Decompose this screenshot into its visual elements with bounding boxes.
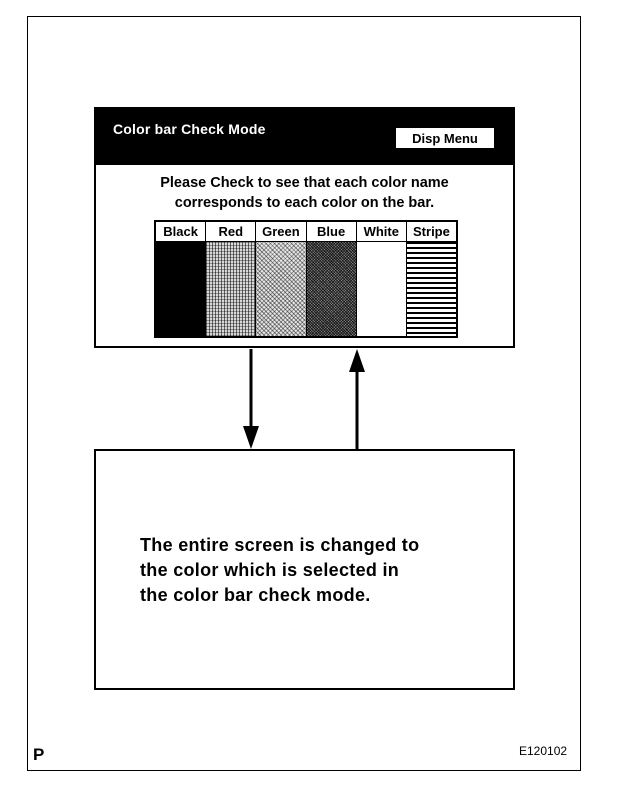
instruction-line-1: Please Check to see that each color name	[160, 175, 449, 191]
color-label: Red	[206, 222, 255, 242]
figure-code: E120102	[519, 744, 568, 758]
result-description	[140, 533, 480, 608]
corner-letter: P	[33, 745, 45, 764]
color-label: Stripe	[407, 222, 456, 242]
result-line-3: the color bar check mode.	[140, 585, 371, 605]
disp-menu-button[interactable]: Disp Menu	[395, 127, 495, 149]
result-line-2: the color which is selected in	[140, 560, 400, 580]
result-line-1: The entire screen is changed to	[140, 535, 420, 555]
up-arrow-icon	[349, 349, 365, 449]
color-label: Black	[156, 222, 205, 242]
screen-title: Color bar Check Mode	[113, 121, 266, 137]
color-label: Blue	[307, 222, 356, 242]
full-color-screen	[94, 449, 515, 690]
color-label: White	[357, 222, 406, 242]
down-arrow-icon	[243, 349, 259, 449]
instruction-line-2: corresponds to each color on the bar.	[174, 195, 435, 211]
color-label: Green	[256, 222, 305, 242]
